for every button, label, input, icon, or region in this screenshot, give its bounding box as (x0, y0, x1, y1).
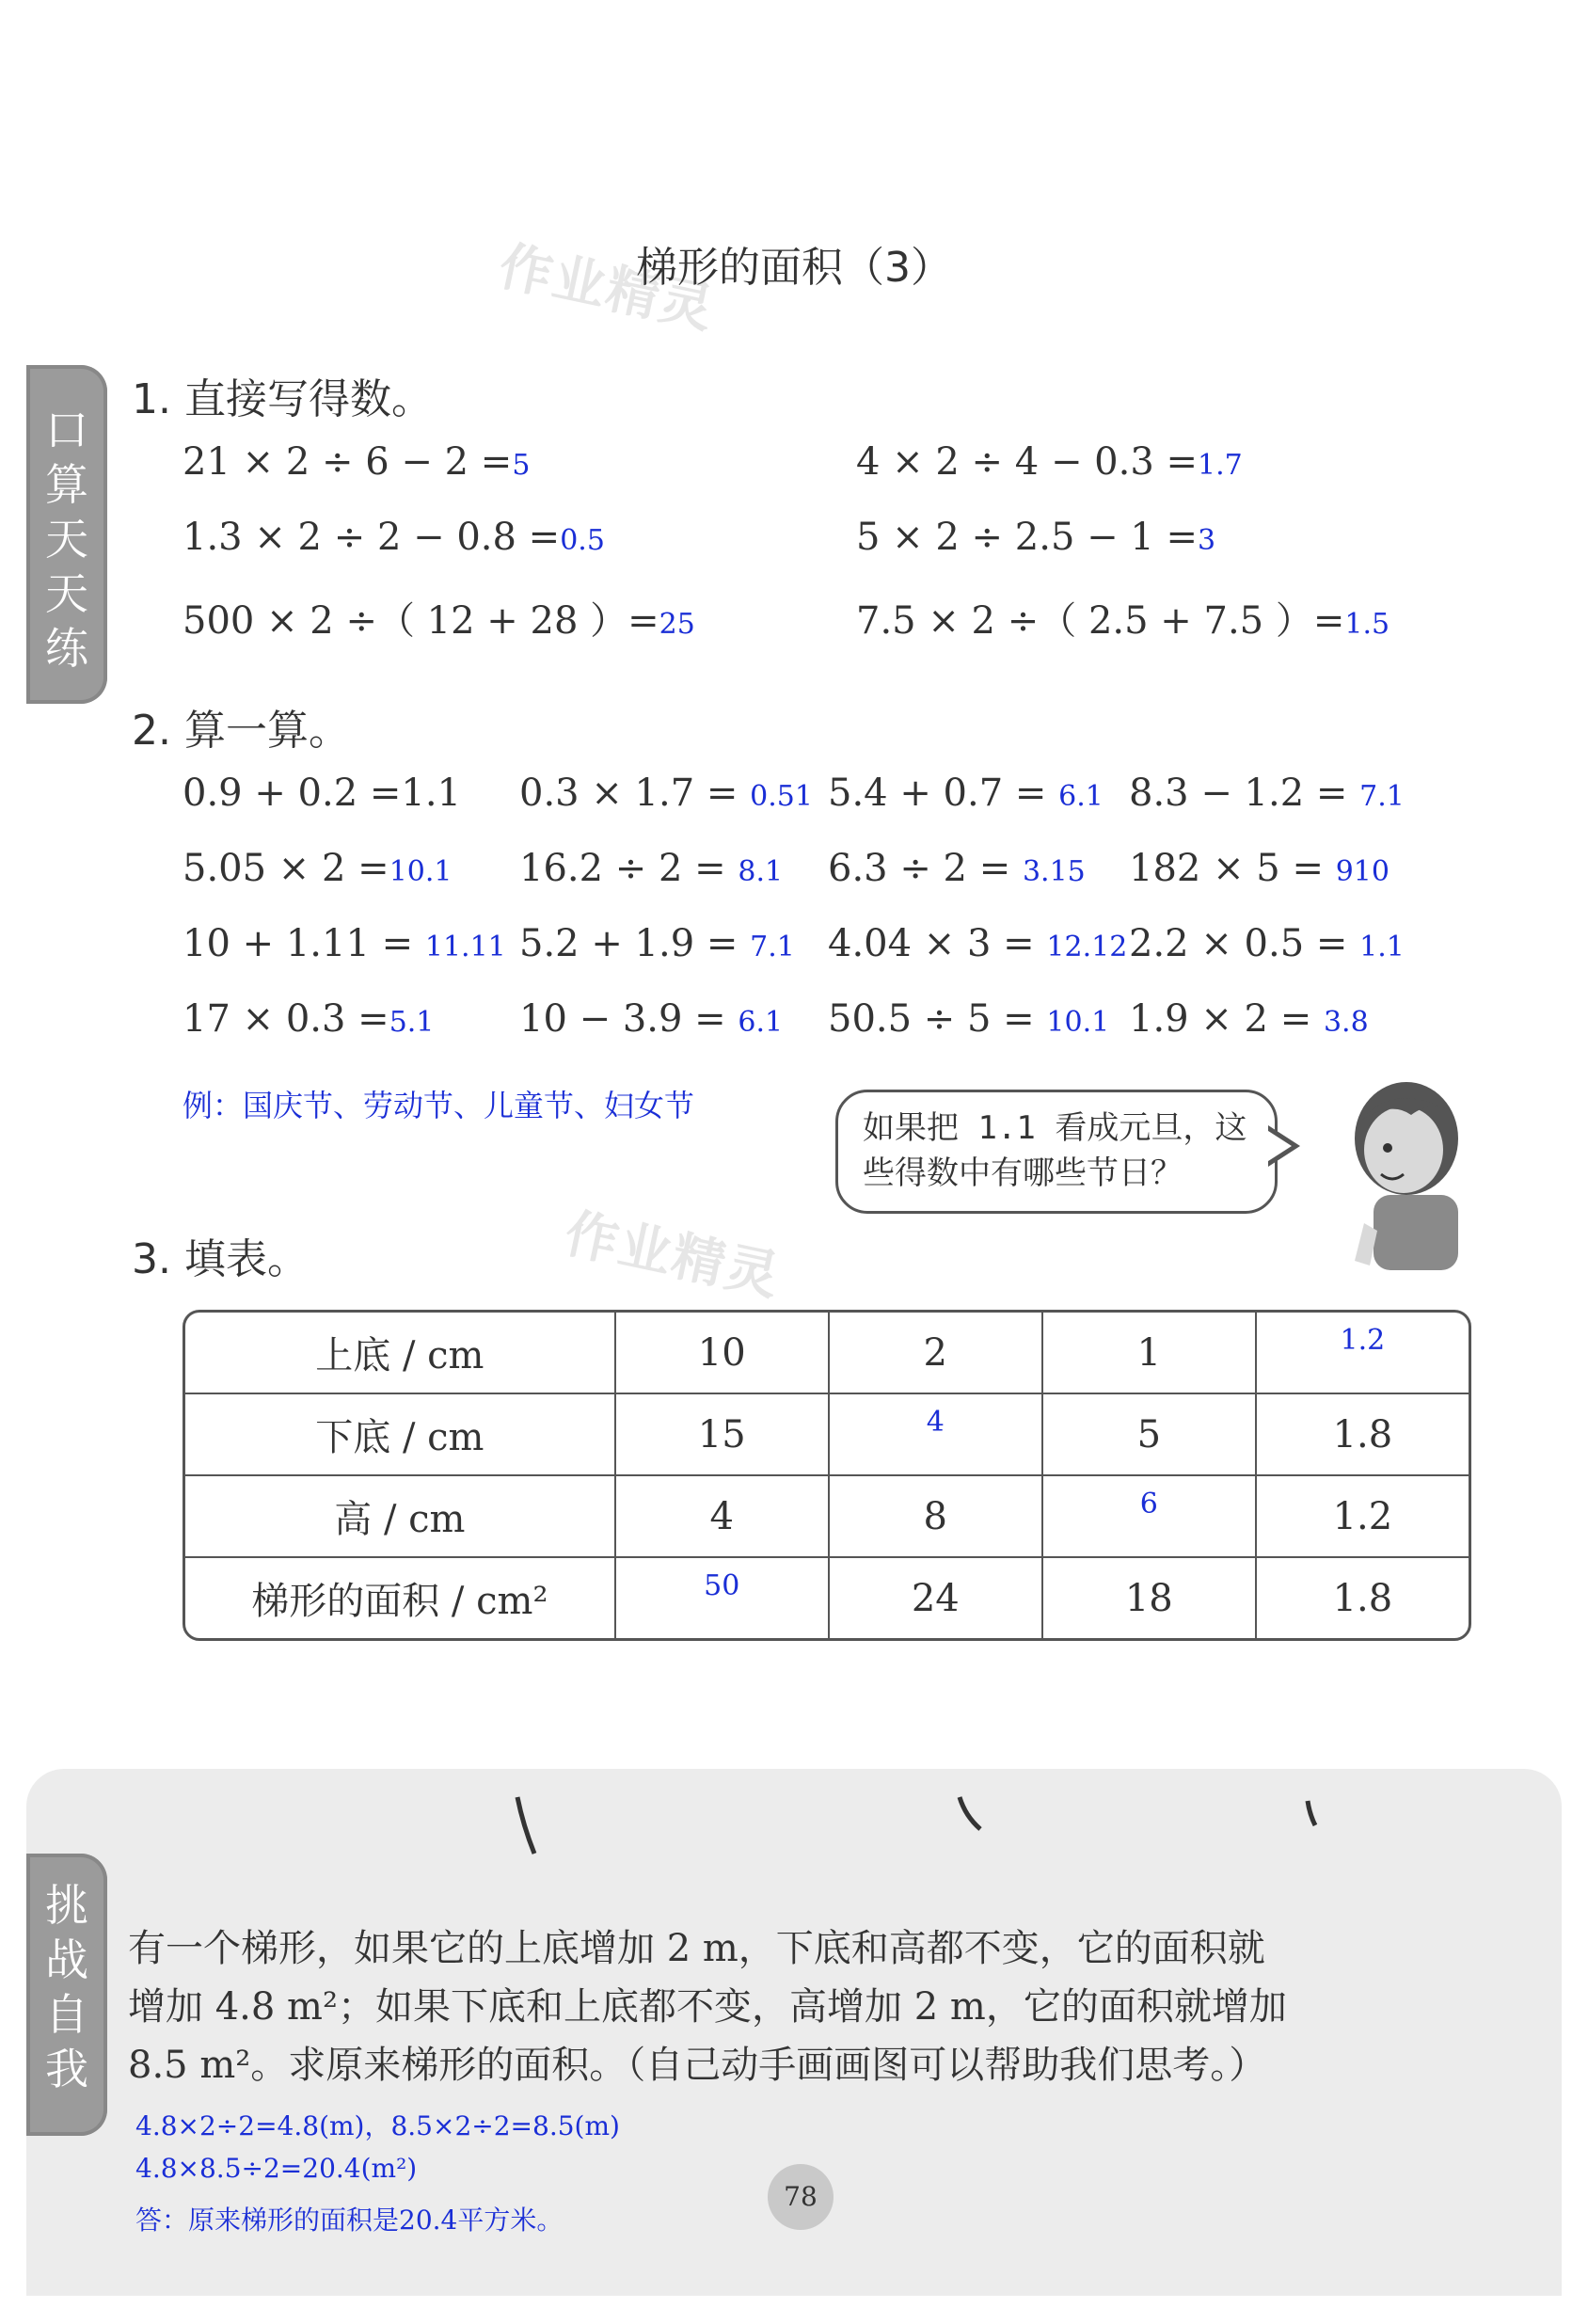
side-tab-oral-calculation: 口 算 天 天 练 (26, 365, 107, 704)
question-1-heading: 1. 直接写得数。 (132, 375, 433, 423)
q2-answer: 7.1 (750, 931, 795, 963)
q2-answer: 5.1 (389, 1006, 435, 1039)
watermark-top: 作业精灵 (493, 235, 721, 342)
q2-item: 2.2 × 0.5 = 1.1 (1129, 922, 1405, 965)
q1-item: 7.5 × 2 ÷（ 2.5 + 7.5 ）=1.5 (856, 599, 1390, 643)
table-cell (1043, 1476, 1257, 1558)
q1-answer: 1.5 (1344, 608, 1390, 641)
q1-item: 1.3 × 2 ÷ 2 − 0.8 =0.5 (183, 516, 605, 559)
q2-item: 5.2 + 1.9 = 7.1 (519, 922, 795, 965)
filled-answer: 4 (926, 1406, 945, 1439)
q2-answer: 11.11 (424, 931, 506, 963)
q2-item: 8.3 − 1.2 = 7.1 (1129, 772, 1405, 815)
q1-item: 21 × 2 ÷ 6 − 2 =5 (183, 440, 531, 484)
watermark-middle: 作业精灵 (559, 1202, 786, 1309)
filled-answer: 6 (1139, 1488, 1158, 1520)
q2-item: 182 × 5 = 910 (1129, 847, 1390, 890)
q2-answer: 12.12 (1046, 931, 1128, 963)
q1-answer: 3 (1198, 524, 1216, 557)
example-answer: 例：国庆节、劳动节、儿童节、妇女节 (183, 1088, 695, 1123)
boy-illustration (1336, 1073, 1477, 1270)
q2-answer: 7.1 (1359, 780, 1405, 813)
q1-answer: 5 (512, 449, 531, 482)
q2-item: 17 × 0.3 =5.1 (183, 997, 435, 1041)
q2-answer: 10.1 (389, 855, 453, 888)
table-cell: 4 (616, 1476, 830, 1558)
q2-item: 5.05 × 2 =10.1 (183, 847, 453, 890)
table-row (185, 1394, 1469, 1476)
q1-answer: 1.7 (1198, 449, 1243, 482)
q2-answer: 1.1 (1359, 931, 1405, 963)
table-cell: 1 (1043, 1313, 1257, 1394)
q1-answer: 0.5 (560, 524, 605, 557)
table-cell: 5 (1043, 1394, 1257, 1476)
q1-item: 5 × 2 ÷ 2.5 − 1 =3 (856, 516, 1216, 559)
table-cell: 1.8 (1332, 1576, 1393, 1620)
q2-item: 50.5 ÷ 5 = 10.1 (828, 997, 1110, 1041)
q2-item: 4.04 × 3 = 12.12 (828, 922, 1128, 965)
table-row (185, 1558, 1469, 1638)
question-3-heading: 3. 填表。 (132, 1235, 309, 1283)
q2-item: 0.9 + 0.2 =1.1 (183, 772, 462, 815)
q2-item: 1.9 × 2 = 3.8 (1129, 997, 1369, 1041)
fill-table (183, 1310, 1471, 1641)
q2-answer: 8.1 (738, 855, 784, 888)
table-cell: 18 (1043, 1558, 1257, 1638)
q2-item: 6.3 ÷ 2 = 3.15 (828, 847, 1086, 890)
table-cell: 1.2 (1257, 1476, 1469, 1558)
row-label: 高 / cm (185, 1476, 616, 1558)
table-cell: 2 (830, 1313, 1043, 1394)
filled-answer: 1.2 (1340, 1324, 1386, 1357)
page-title: 梯形的面积（3） (636, 244, 952, 292)
table-cell (616, 1558, 830, 1638)
decorative-marks (508, 1788, 1355, 1863)
speech-bubble: 如果把 1.1 看成元旦，这 些得数中有哪些节日？ (835, 1090, 1278, 1214)
solution-line-1: 4.8×2÷2=4.8(m)，8.5×2÷2=8.5(m) (135, 2110, 620, 2141)
q2-answer: 3.15 (1022, 855, 1086, 888)
table-cell: 10 (616, 1313, 830, 1394)
q2-answer: 0.51 (750, 780, 813, 813)
q2-answer: 6.1 (1058, 780, 1104, 813)
table-cell: 8 (830, 1476, 1043, 1558)
q2-item: 10 − 3.9 = 6.1 (519, 997, 784, 1041)
page-number: 78 (768, 2164, 834, 2230)
filled-answer: 50 (704, 1569, 740, 1602)
row-label: 梯形的面积 / cm² (185, 1558, 616, 1638)
solution-line-2: 4.8×8.5÷2=20.4(m²) (135, 2153, 418, 2184)
q2-answer: 3.8 (1323, 1006, 1369, 1039)
q1-item: 4 × 2 ÷ 4 − 0.3 =1.7 (856, 440, 1243, 484)
solution-answer: 答：原来梯形的面积是20.4平方米。 (135, 2205, 564, 2236)
challenge-problem: 有一个梯形，如果它的上底增加 2 m，下底和高都不变，它的面积就 增加 4.8 m²；如果下底和上底都不变，高增加 2 m，它的面积就增加 8.5 m²。求原来梯形的面积。（自己动手画画图可以帮助我们思考。） (128, 1927, 1287, 2087)
q2-answer: 10.1 (1046, 1006, 1110, 1039)
table-row (185, 1476, 1469, 1558)
table-cell (1257, 1313, 1469, 1394)
table-cell: 15 (616, 1394, 830, 1476)
row-label: 上底 / cm (185, 1313, 616, 1394)
q2-answer: 6.1 (738, 1006, 784, 1039)
q1-answer: 25 (659, 608, 695, 641)
table-cell (830, 1394, 1043, 1476)
q2-item: 16.2 ÷ 2 = 8.1 (519, 847, 784, 890)
row-label: 下底 / cm (185, 1394, 616, 1476)
q2-answer: 1.1 (401, 772, 462, 815)
side-tab-challenge: 挑 战 自 我 (26, 1854, 107, 2136)
table-cell: 24 (830, 1558, 1043, 1638)
q2-answer: 910 (1335, 855, 1390, 888)
q2-item: 0.3 × 1.7 = 0.51 (519, 772, 813, 815)
table-row (185, 1313, 1469, 1394)
question-2-heading: 2. 算一算。 (132, 707, 350, 755)
table-cell: 1.8 (1257, 1394, 1469, 1476)
q2-item: 5.4 + 0.7 = 6.1 (828, 772, 1104, 815)
q1-item: 500 × 2 ÷（ 12 + 28 ）=25 (183, 599, 695, 643)
q2-item: 10 + 1.11 = 11.11 (183, 922, 506, 965)
